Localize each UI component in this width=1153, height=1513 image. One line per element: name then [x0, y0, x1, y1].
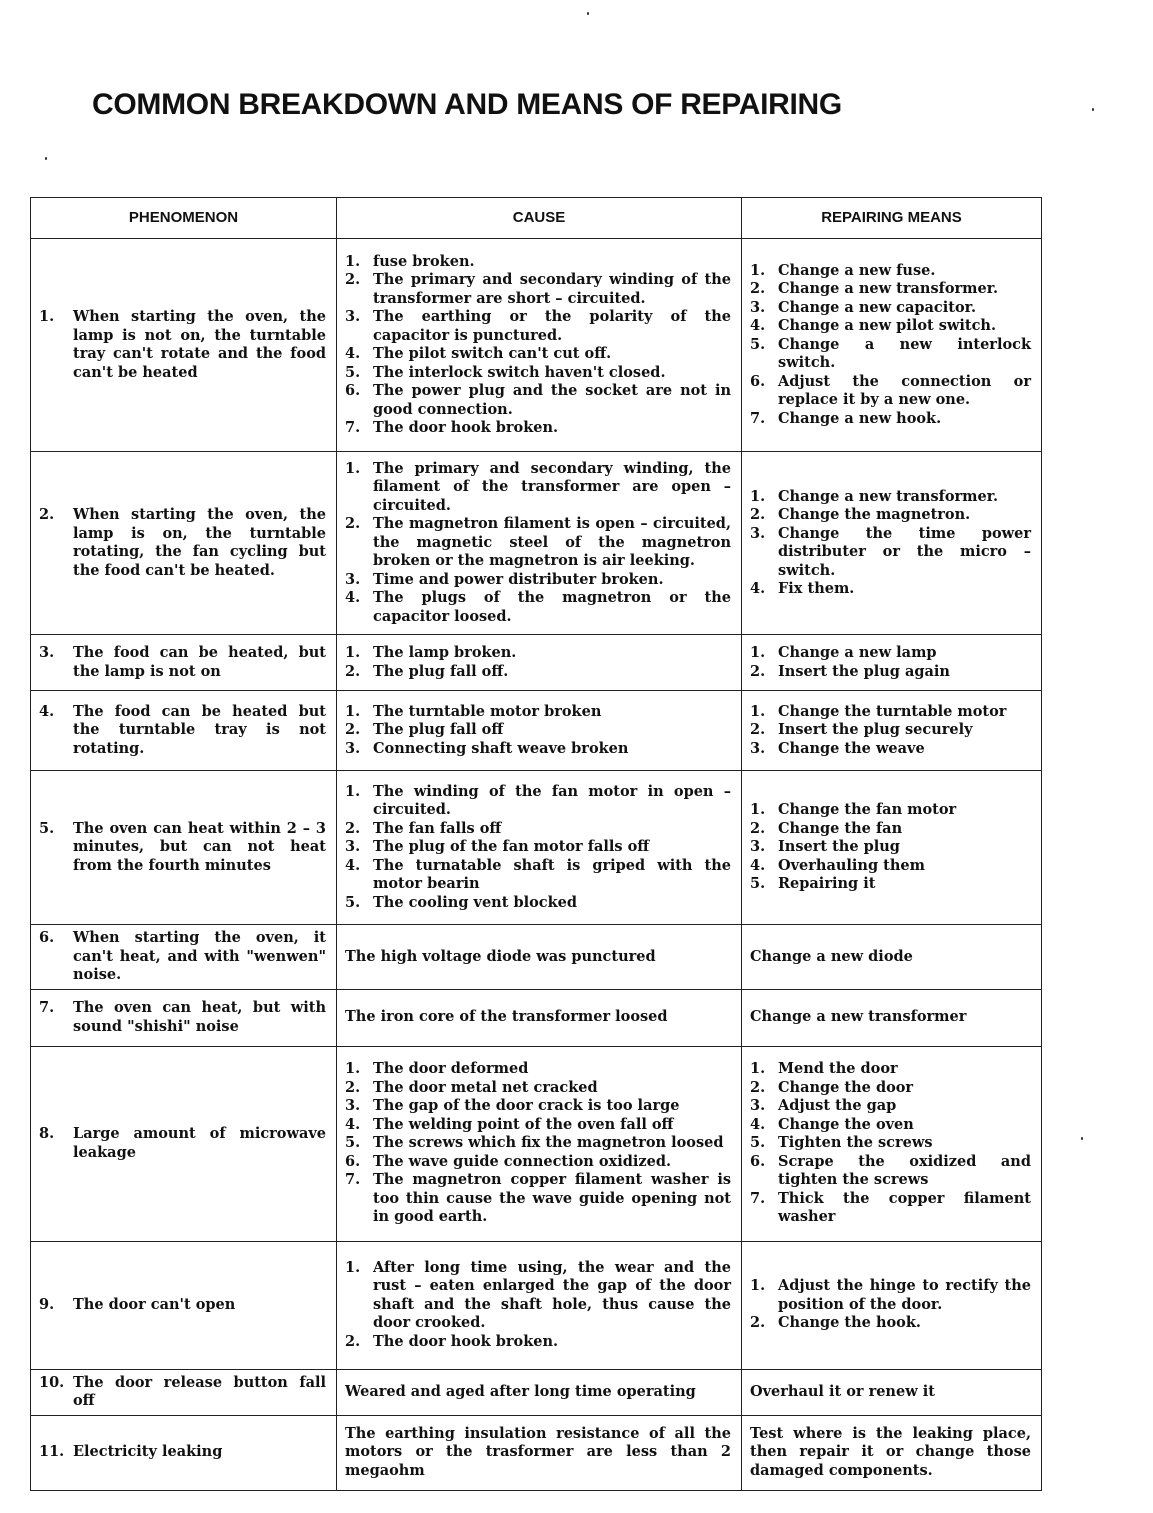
cause-text: The magnetron copper filament washer is too thin cause the wave guide opening not in good earth. [373, 1171, 731, 1226]
cause-item [345, 1097, 731, 1116]
phenomenon-entry [39, 1374, 326, 1411]
cause-item [345, 460, 731, 516]
phenomenon-number: 3. [39, 644, 55, 661]
cause-text: Time and power distributer broken. [373, 570, 664, 588]
phenomenon-text: Electricity leaking [73, 1443, 223, 1461]
repair-number: 3. [750, 524, 766, 542]
cause-item [345, 1134, 731, 1153]
cause-number: 1. [345, 459, 361, 477]
phenomenon-text: The door can't open [73, 1295, 236, 1313]
cause-item [345, 740, 731, 759]
phenomenon-number: 2. [39, 506, 55, 523]
cause-cell [337, 989, 742, 1046]
cause-number: 4. [345, 856, 361, 874]
cause-item [345, 1153, 731, 1172]
cause-text: The earthing insulation resistance of all the motors or the trasformer are less than 2 megaohm [345, 1424, 731, 1479]
table-row [31, 1241, 1042, 1369]
repair-item [750, 1314, 1031, 1333]
cause-item [345, 308, 731, 345]
repair-text: Insert the plug again [778, 662, 950, 680]
cause-number: 4. [345, 1115, 361, 1133]
cause-text: The pilot switch can't cut off. [373, 345, 612, 362]
repair-list [750, 644, 1031, 681]
cause-number: 5. [345, 1134, 361, 1152]
cause-item [345, 857, 731, 894]
phenomenon-text: Large amount of microwave leakage [73, 1125, 326, 1161]
repair-item [750, 703, 1031, 722]
cause-item [345, 1079, 731, 1098]
repair-list [750, 1060, 1031, 1227]
cause-number: 2. [345, 721, 361, 739]
repair-number: 5. [750, 1134, 766, 1152]
repair-item [750, 373, 1031, 410]
repair-text: Mend the door [778, 1060, 898, 1078]
cause-item [345, 271, 731, 308]
repair-number: 1. [750, 801, 766, 819]
repair-number: 1. [750, 644, 766, 661]
cause-number: 3. [345, 838, 361, 856]
cause-cell [337, 771, 742, 925]
repair-text: Change a new hook. [778, 409, 942, 427]
phenomenon-entry [39, 506, 326, 580]
cause-text: Weared and aged after long time operating [345, 1382, 696, 1400]
phenomenon-number: 4. [39, 702, 55, 720]
repair-cell [742, 691, 1042, 771]
cause-text: fuse broken. [373, 252, 475, 270]
repair-number: 2. [750, 280, 766, 298]
repair-item [750, 506, 1031, 525]
repair-item [750, 299, 1031, 318]
phenomenon-entry [39, 820, 326, 876]
repair-cell [742, 925, 1042, 990]
cause-text: The welding point of the oven fall off [373, 1115, 674, 1133]
phenomenon-entry [39, 308, 326, 382]
repair-text: Change the weave [778, 739, 925, 757]
scan-speck [45, 157, 47, 160]
phenomenon-cell [31, 635, 337, 691]
cause-text: The plug fall off [373, 721, 504, 739]
cause-text: The earthing or the polarity of the capacitor is punctured. [373, 308, 731, 344]
cause-item [345, 894, 731, 913]
cause-text: The turntable motor broken [373, 702, 602, 720]
phenomenon-cell [31, 239, 337, 452]
repair-number: 3. [750, 1097, 766, 1115]
cause-text: The magnetron filament is open – circuited, the magnetic steel of the magnetron broken or the magnetron is air leeking. [373, 515, 731, 570]
cause-item [345, 1333, 731, 1352]
repair-text: Change a new transformer. [778, 487, 999, 505]
repair-number: 7. [750, 1189, 766, 1207]
cause-item [345, 721, 731, 740]
cause-cell [337, 452, 742, 635]
phenomenon-entry [39, 1443, 326, 1462]
repair-text: Insert the plug [778, 838, 900, 856]
repair-number: 7. [750, 409, 766, 427]
repair-number: 4. [750, 317, 766, 335]
cause-item [345, 1259, 731, 1333]
phenomenon-number: 10. [39, 1373, 65, 1391]
repair-item [750, 644, 1031, 663]
repair-item [750, 838, 1031, 857]
phenomenon-text: The food can be heated but the turntable tray is not rotating. [73, 702, 326, 757]
phenomenon-cell [31, 1046, 337, 1241]
repair-text: Change a new capacitor. [778, 298, 976, 316]
cause-number: 1. [345, 252, 361, 270]
repair-number: 1. [750, 702, 766, 720]
repair-item [750, 1079, 1031, 1098]
header-cause: CAUSE [337, 198, 742, 239]
cause-text: The wave guide connection oxidized. [373, 1152, 672, 1170]
phenomenon-cell [31, 452, 337, 635]
repair-number: 2. [750, 506, 766, 523]
table-row [31, 239, 1042, 452]
cause-text: Connecting shaft weave broken [373, 739, 629, 757]
repair-number: 6. [750, 372, 766, 390]
cause-item [345, 364, 731, 383]
cause-number: 4. [345, 589, 361, 607]
repair-list [750, 488, 1031, 599]
repair-text: Change the magnetron. [778, 506, 971, 523]
repair-item [750, 1097, 1031, 1116]
cause-list [345, 644, 731, 681]
cause-text: The fan falls off [373, 819, 502, 837]
repair-number: 3. [750, 838, 766, 856]
repair-number: 4. [750, 580, 766, 597]
phenomenon-entry [39, 1296, 326, 1315]
repair-text: Change a new pilot switch. [778, 317, 997, 335]
cause-item [345, 382, 731, 419]
repair-number: 2. [750, 1078, 766, 1096]
repair-item [750, 1190, 1031, 1227]
phenomenon-entry [39, 703, 326, 759]
phenomenon-number: 7. [39, 999, 55, 1016]
repair-item [750, 1153, 1031, 1190]
repair-cell [742, 1369, 1042, 1415]
cause-number: 2. [345, 515, 361, 533]
phenomenon-entry [39, 929, 326, 985]
cause-number: 3. [345, 1097, 361, 1115]
cause-item [345, 820, 731, 839]
phenomenon-text: When starting the oven, the lamp is on, the turntable rotating, the fan cycling but the food can't be heated. [73, 506, 326, 579]
repair-cell [742, 1415, 1042, 1490]
cause-number: 7. [345, 419, 361, 436]
repair-number: 2. [750, 819, 766, 837]
repair-cell [742, 635, 1042, 691]
cause-text: The gap of the door crack is too large [373, 1097, 680, 1115]
table-row [31, 635, 1042, 691]
repair-text: Scrape the oxidized and tighten the screws [778, 1152, 1031, 1189]
phenomenon-text: The oven can heat, but with sound "shishi" noise [73, 999, 326, 1035]
cause-item [345, 419, 731, 438]
cause-item [345, 703, 731, 722]
cause-number: 1. [345, 1258, 361, 1276]
cause-text: The interlock switch haven't closed. [373, 363, 666, 381]
repair-number: 5. [750, 875, 766, 893]
cause-list [345, 253, 731, 438]
cause-text: The door hook broken. [373, 1332, 559, 1350]
repair-item [750, 280, 1031, 299]
cause-item [345, 838, 731, 857]
phenomenon-cell [31, 925, 337, 990]
repair-text: Change a new lamp [778, 644, 937, 661]
repair-number: 2. [750, 662, 766, 680]
phenomenon-text: When starting the oven, it can't heat, and with "wenwen" noise. [73, 929, 326, 983]
cause-item [345, 1171, 731, 1227]
repair-text: Adjust the gap [778, 1097, 897, 1115]
repair-item [750, 740, 1031, 759]
scan-speck [1081, 1137, 1083, 1140]
repair-cell [742, 452, 1042, 635]
cause-number: 7. [345, 1171, 361, 1189]
table-row [31, 1369, 1042, 1415]
repair-text: Repairing it [778, 875, 876, 893]
cause-number: 1. [345, 702, 361, 720]
cause-text: The winding of the fan motor in open – circuited. [373, 782, 731, 819]
repair-text: Change the turntable motor [778, 702, 1007, 720]
cause-list [345, 1060, 731, 1227]
cause-item [345, 515, 731, 571]
cause-list [345, 460, 731, 627]
cause-text: The plug of the fan motor falls off [373, 838, 650, 856]
repair-list [750, 262, 1031, 429]
cause-item [345, 1116, 731, 1135]
page-title: COMMON BREAKDOWN AND MEANS OF REPAIRING [92, 88, 842, 121]
repair-item [750, 580, 1031, 599]
repair-text: Test where is the leaking place, then repair it or change those damaged components. [750, 1424, 1031, 1479]
repair-item [750, 488, 1031, 507]
cause-cell [337, 1415, 742, 1490]
repair-cell [742, 239, 1042, 452]
cause-text: The primary and secondary winding of the transformer are short – circuited. [373, 271, 731, 307]
repair-number: 4. [750, 856, 766, 874]
repair-text: Change the hook. [778, 1314, 921, 1332]
phenomenon-cell [31, 1415, 337, 1490]
repair-text: Thick the copper filament washer [778, 1189, 1031, 1226]
cause-number: 1. [345, 1060, 361, 1078]
cause-number: 5. [345, 363, 361, 381]
repair-cell [742, 989, 1042, 1046]
repair-number: 5. [750, 335, 766, 353]
scan-speck [587, 12, 589, 15]
cause-text: The high voltage diode was punctured [345, 947, 656, 965]
repair-item [750, 663, 1031, 682]
repair-number: 2. [750, 1314, 766, 1332]
phenomenon-number: 1. [39, 308, 55, 325]
repair-cell [742, 1241, 1042, 1369]
repair-table [30, 197, 1042, 1491]
phenomenon-cell [31, 1369, 337, 1415]
phenomenon-cell [31, 1241, 337, 1369]
cause-text: The power plug and the socket are not in good connection. [373, 382, 731, 418]
repair-text: Change a new fuse. [778, 261, 936, 279]
repair-list [750, 703, 1031, 759]
repair-text: Overhauling them [778, 856, 925, 874]
repair-number: 3. [750, 298, 766, 316]
repair-number: 1. [750, 487, 766, 505]
repair-list [750, 801, 1031, 894]
cause-number: 3. [345, 739, 361, 757]
cause-list [345, 703, 731, 759]
phenomenon-cell [31, 771, 337, 925]
repair-number: 2. [750, 721, 766, 739]
table-row [31, 1415, 1042, 1490]
table-row [31, 925, 1042, 990]
cause-text: The turnatable shaft is griped with the motor bearin [373, 856, 731, 893]
repair-cell [742, 771, 1042, 925]
cause-item [345, 783, 731, 820]
cause-number: 2. [345, 271, 361, 288]
cause-cell [337, 635, 742, 691]
phenomenon-text: The oven can heat within 2 – 3 minutes, but can not heat from the fourth minutes [73, 819, 326, 874]
repair-item [750, 317, 1031, 336]
cause-number: 1. [345, 782, 361, 800]
repair-text: Overhaul it or renew it [750, 1382, 935, 1400]
repair-item [750, 820, 1031, 839]
repair-text: Change the fan [778, 819, 903, 837]
repair-text: Adjust the hinge to rectify the position of the door. [778, 1277, 1031, 1313]
cause-text: The door metal net cracked [373, 1078, 598, 1096]
phenomenon-text: The food can be heated, but the lamp is not on [73, 644, 326, 680]
table-row [31, 989, 1042, 1046]
repair-number: 1. [750, 1060, 766, 1078]
cause-cell [337, 691, 742, 771]
cause-number: 2. [345, 819, 361, 837]
repair-cell [742, 1046, 1042, 1241]
cause-item [345, 644, 731, 663]
repair-text: Change a new transformer [750, 1008, 967, 1026]
cause-text: The plug fall off. [373, 662, 509, 680]
table-row [31, 1046, 1042, 1241]
phenomenon-number: 9. [39, 1295, 55, 1313]
repair-item [750, 1277, 1031, 1314]
repair-list [750, 1277, 1031, 1333]
cause-number: 5. [345, 893, 361, 911]
table-row [31, 452, 1042, 635]
repair-text: Change a new interlock switch. [778, 335, 1031, 372]
repair-text: Adjust the connection or replace it by a new one. [778, 372, 1031, 409]
repair-item [750, 525, 1031, 581]
cause-cell [337, 1241, 742, 1369]
repair-text: Change the door [778, 1078, 914, 1096]
cause-text: The iron core of the transformer loosed [345, 1008, 668, 1026]
cause-list [345, 1259, 731, 1352]
cause-text: The plugs of the magnetron or the capacitor loosed. [373, 589, 731, 625]
cause-cell [337, 1046, 742, 1241]
phenomenon-number: 6. [39, 929, 55, 946]
repair-text: Change a new diode [750, 947, 913, 965]
cause-text: The lamp broken. [373, 644, 517, 661]
phenomenon-text: The door release button fall off [73, 1373, 326, 1409]
repair-number: 1. [750, 1277, 766, 1295]
table-row [31, 771, 1042, 925]
cause-cell [337, 925, 742, 990]
repair-item [750, 336, 1031, 373]
cause-item [345, 345, 731, 364]
cause-text: The door deformed [373, 1060, 529, 1078]
repair-item [750, 262, 1031, 281]
cause-item [345, 589, 731, 626]
cause-number: 2. [345, 662, 361, 680]
repair-item [750, 1116, 1031, 1135]
repair-text: Fix them. [778, 580, 855, 597]
repair-item [750, 410, 1031, 429]
phenomenon-text: When starting the oven, the lamp is not on, the turntable tray can't rotate and the food can't be heated [73, 308, 326, 381]
cause-text: The cooling vent blocked [373, 893, 578, 911]
cause-item [345, 571, 731, 590]
cause-text: The door hook broken. [373, 419, 559, 436]
phenomenon-cell [31, 691, 337, 771]
phenomenon-entry [39, 1125, 326, 1162]
repair-item [750, 857, 1031, 876]
cause-list [345, 783, 731, 913]
repair-number: 3. [750, 739, 766, 757]
phenomenon-entry [39, 644, 326, 681]
repair-text: Change the oven [778, 1115, 914, 1133]
table-row [31, 691, 1042, 771]
header-phenomenon: PHENOMENON [31, 198, 337, 239]
cause-item [345, 253, 731, 272]
table-body [31, 239, 1042, 1491]
header-repairing-means: REPAIRING MEANS [742, 198, 1042, 239]
cause-number: 2. [345, 1078, 361, 1096]
repair-item [750, 721, 1031, 740]
repair-text: Change a new transformer. [778, 280, 999, 298]
repair-text: Insert the plug securely [778, 721, 973, 739]
repair-number: 1. [750, 261, 766, 279]
cause-text: The screws which fix the magnetron loosed [373, 1134, 724, 1152]
cause-number: 3. [345, 570, 361, 588]
repair-text: Change the fan motor [778, 801, 957, 819]
cause-number: 6. [345, 1152, 361, 1170]
phenomenon-number: 8. [39, 1125, 55, 1142]
table-header-row [31, 198, 1042, 239]
repair-number: 4. [750, 1115, 766, 1133]
cause-number: 4. [345, 345, 361, 362]
phenomenon-cell [31, 989, 337, 1046]
cause-item [345, 663, 731, 682]
cause-cell [337, 1369, 742, 1415]
repair-text: Change the time power distributer or the micro – switch. [778, 524, 1031, 579]
repair-item [750, 1060, 1031, 1079]
cause-text: After long time using, the wear and the rust – eaten enlarged the gap of the door shaft and the shaft hole, thus cause the door crooked. [373, 1258, 731, 1332]
repair-item [750, 875, 1031, 894]
cause-text: The primary and secondary winding, the filament of the transformer are open – circuited. [373, 459, 731, 514]
scan-speck [1092, 108, 1094, 111]
cause-number: 1. [345, 644, 361, 661]
phenomenon-number: 5. [39, 819, 55, 837]
repair-number: 6. [750, 1152, 766, 1170]
repair-item [750, 801, 1031, 820]
cause-number: 2. [345, 1332, 361, 1350]
cause-number: 3. [345, 308, 361, 325]
phenomenon-entry [39, 999, 326, 1036]
repair-item [750, 1134, 1031, 1153]
phenomenon-number: 11. [39, 1443, 65, 1461]
cause-cell [337, 239, 742, 452]
repair-text: Tighten the screws [778, 1134, 933, 1152]
cause-item [345, 1060, 731, 1079]
cause-number: 6. [345, 382, 361, 399]
